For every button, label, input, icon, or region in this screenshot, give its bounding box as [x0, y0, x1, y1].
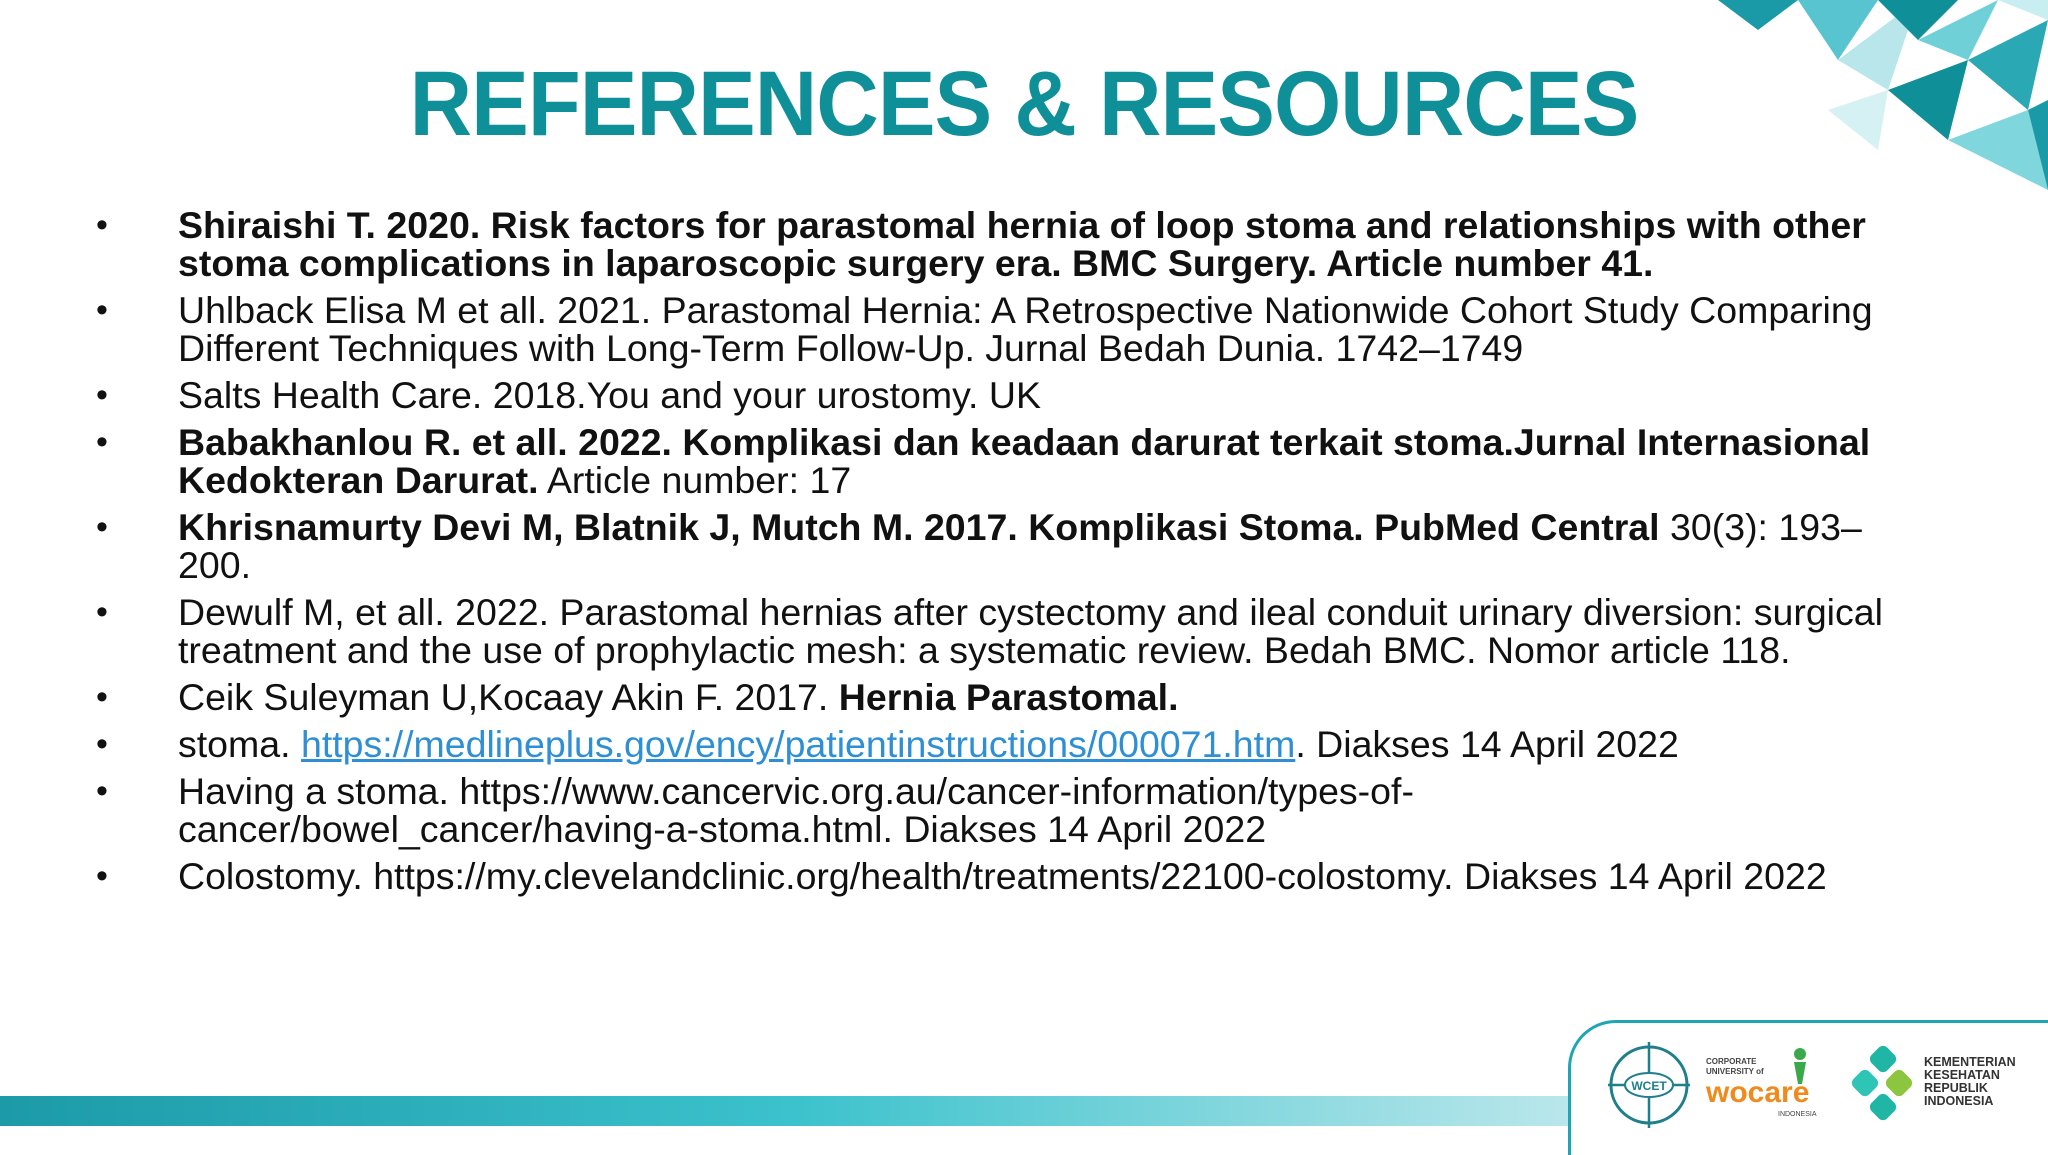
wocare-corporate-text: CORPORATE — [1706, 1057, 1757, 1066]
reference-text: 30(3): 193–200. — [178, 506, 1862, 586]
kemenkes-line-3: REPUBLIK — [1924, 1081, 1988, 1095]
bullet-icon: • — [96, 508, 108, 546]
kemenkes-line-2: KESEHATAN — [1924, 1068, 2000, 1082]
reference-item — [96, 291, 1896, 367]
reference-text: Colostomy. https://my.clevelandclinic.org/health/treatments/22100-colostomy. Diakses 14 April 2022 — [178, 855, 1827, 897]
wocare-indonesia-text: INDONESIA — [1778, 1111, 1817, 1118]
reference-link[interactable]: https://medlineplus.gov/ency/patientinstructions/000071.htm — [300, 723, 1296, 765]
bullet-icon: • — [96, 678, 108, 716]
reference-text: . Diakses 14 April 2022 — [1295, 723, 1679, 765]
wcet-logo-text: WCET — [1631, 1079, 1667, 1093]
kemenkes-line-1: KEMENTERIAN — [1924, 1055, 2016, 1069]
reference-item — [96, 423, 1896, 499]
reference-text: Hernia Parastomal. — [838, 676, 1179, 718]
wocare-logo — [1704, 1044, 1834, 1124]
bullet-icon: • — [96, 376, 108, 414]
kemenkes-emblem — [1848, 1042, 1920, 1130]
bullet-icon: • — [96, 593, 108, 631]
references-list — [96, 206, 1896, 904]
reference-text: Ceik Suleyman U,Kocaay Akin F. 2017. — [178, 676, 839, 718]
reference-text: Article number: 17 — [538, 459, 852, 501]
bullet-icon: • — [96, 423, 108, 461]
reference-text: Salts Health Care. 2018.You and your urostomy. UK — [178, 374, 1041, 416]
kemenkes-logo — [1848, 1042, 2048, 1130]
reference-item — [96, 725, 1896, 763]
bottom-gradient-bar — [0, 1096, 1590, 1126]
page-title: REFERENCES & RESOURCES — [409, 53, 1639, 155]
reference-text: stoma. — [178, 723, 301, 765]
bullet-icon: • — [96, 857, 108, 895]
bullet-icon: • — [96, 206, 108, 244]
reference-item — [96, 772, 1896, 848]
reference-item — [96, 593, 1896, 669]
bullet-icon: • — [96, 725, 108, 763]
reference-text: Having a stoma. https://www.cancervic.org.au/cancer-information/types-of-cancer/bowel_cancer/having-a-stoma.html. Diakses 14 April 2022 — [178, 770, 1414, 850]
reference-item — [96, 376, 1896, 414]
wocare-wordmark: wocare — [1706, 1076, 1810, 1109]
reference-item — [96, 206, 1896, 282]
reference-text: Khrisnamurty Devi M, Blatnik J, Mutch M. 2017. Komplikasi Stoma. PubMed Central — [178, 506, 1660, 548]
kemenkes-text — [1924, 1056, 2016, 1108]
bullet-icon: • — [96, 291, 108, 329]
reference-text: Shiraishi T. 2020. Risk factors for parastomal hernia of loop stoma and relationships with other stoma complications in laparoscopic surgery era. BMC Surgery. Article number 41. — [178, 204, 1866, 284]
kemenkes-line-4: INDONESIA — [1924, 1094, 1994, 1108]
reference-text: Babakhanlou R. et all. 2022. Komplikasi dan keadaan darurat terkait stoma.Jurnal Internasional Kedokteran Darurat. — [178, 421, 1871, 501]
reference-item — [96, 857, 1896, 895]
wocare-university-text: UNIVERSITY of — [1706, 1067, 1764, 1076]
reference-item — [96, 508, 1896, 584]
reference-item — [96, 678, 1896, 716]
wcet-logo — [1604, 1040, 1694, 1130]
bullet-icon: • — [96, 772, 108, 810]
reference-text: Uhlback Elisa M et all. 2021. Parastomal Hernia: A Retrospective Nationwide Cohort Study Comparing Different Techniques with Long-Term Follow-Up. Jurnal Bedah Dunia. 1742–1749 — [178, 289, 1873, 369]
reference-text: Dewulf M, et all. 2022. Parastomal hernias after cystectomy and ileal conduit urinary diversion: surgical treatment and the use of prophylactic mesh: a systematic review. Bedah BMC. Nomor article 118. — [178, 591, 1883, 671]
